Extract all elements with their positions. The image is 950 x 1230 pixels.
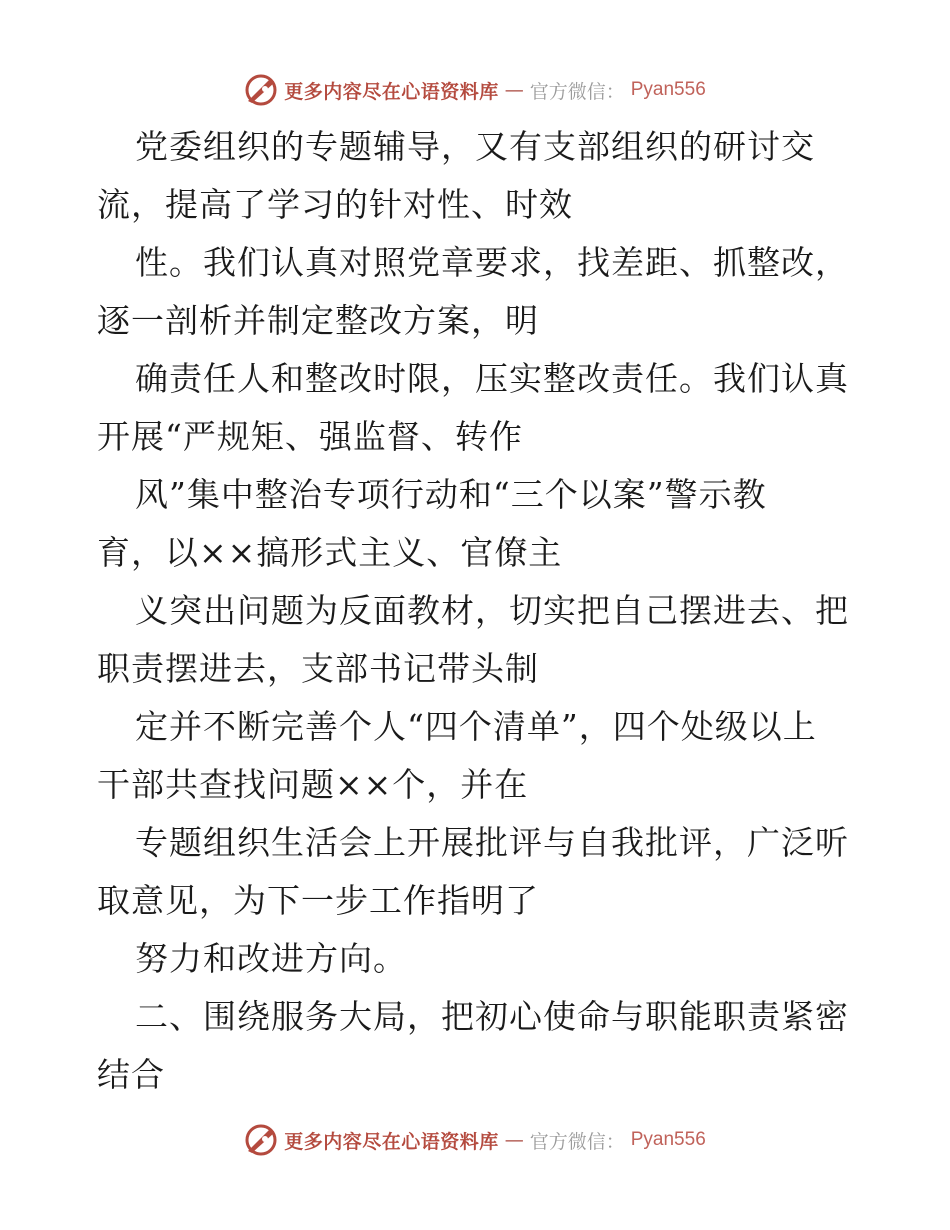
footer-dash: — <box>504 1129 524 1151</box>
header-dash: — <box>504 79 524 101</box>
body-line: 流，提高了学习的针对性、时效 <box>97 185 573 224</box>
header-banner <box>0 70 950 110</box>
pen-logo-icon <box>244 73 278 107</box>
body-line: 开展“严规矩、强监督、转作 <box>97 417 523 456</box>
footer-banner <box>0 1120 950 1160</box>
body-line: 取意见，为下一步工作指明了 <box>97 881 539 920</box>
footer-site-name: 更多内容尽在心语资料库 <box>284 1130 499 1153</box>
body-line: 确责任人和整改时限，压实整改责任。我们认真 <box>135 359 849 398</box>
body-line: 努力和改进方向。 <box>135 939 407 978</box>
body-line: 风”集中整治专项行动和“三个以案”警示教 <box>135 475 767 514</box>
body-line: 干部共查找问题××个，并在 <box>97 765 529 804</box>
footer-wechat-id: Pyan556 <box>630 1129 706 1150</box>
body-line: 育，以××搞形式主义、官僚主 <box>97 533 563 572</box>
body-line: 党委组织的专题辅导，又有支部组织的研讨交 <box>135 127 815 166</box>
body-line: 职责摆进去，支部书记带头制 <box>97 649 539 688</box>
body-line: 义突出问题为反面教材，切实把自己摆进去、把 <box>135 591 849 630</box>
header-wechat-label: 官方微信： <box>529 80 625 103</box>
section-heading: 二、围绕服务大局，把初心使命与职能职责紧密 <box>135 997 849 1036</box>
header-site-name: 更多内容尽在心语资料库 <box>284 80 499 103</box>
body-line: 逐一剖析并制定整改方案，明 <box>97 301 539 340</box>
pen-logo-icon <box>244 1123 278 1157</box>
body-line: 专题组织生活会上开展批评与自我批评，广泛听 <box>135 823 849 862</box>
body-line: 性。我们认真对照党章要求，找差距、抓整改， <box>135 243 849 282</box>
body-line: 结合 <box>97 1055 165 1094</box>
body-line: 定并不断完善个人“四个清单”，四个处级以上 <box>135 707 817 746</box>
footer-wechat-label: 官方微信： <box>529 1130 625 1153</box>
header-wechat-id: Pyan556 <box>630 79 706 100</box>
